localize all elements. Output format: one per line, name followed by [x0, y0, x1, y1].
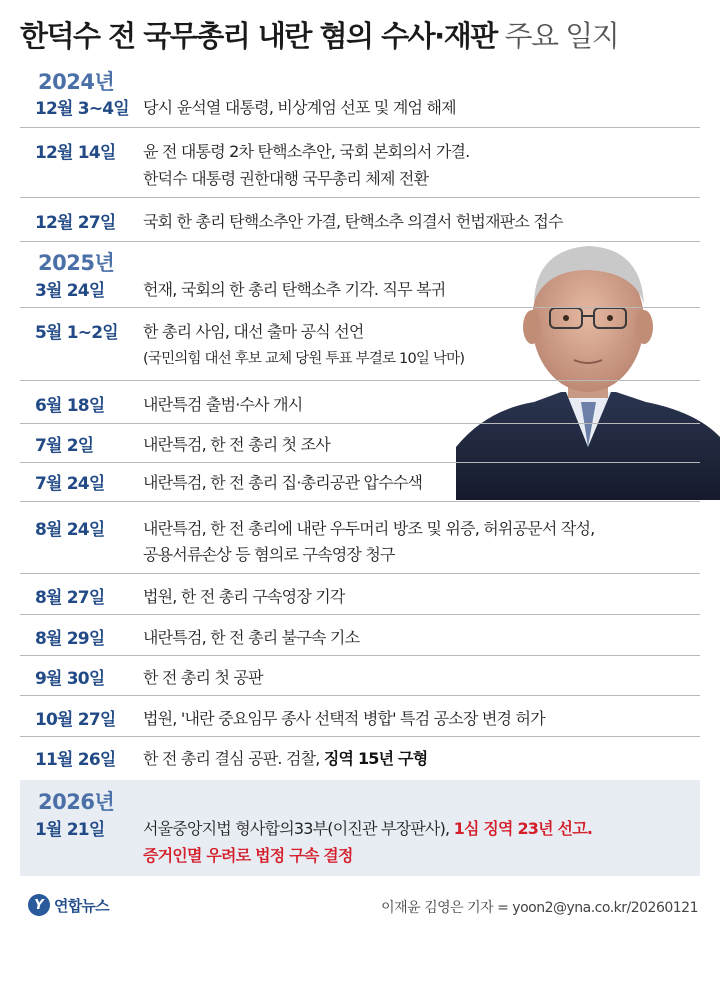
portrait-photo [456, 232, 720, 500]
divider [20, 573, 700, 574]
divider [20, 241, 700, 242]
page-title [20, 14, 618, 55]
event-date: 7월 2일 [35, 436, 94, 456]
divider [20, 501, 700, 502]
divider [20, 380, 700, 381]
event-text: 헌재, 국회의 한 총리 탄핵소추 기각. 직무 복귀 [143, 280, 446, 299]
event-text: 당시 윤석열 대통령, 비상계엄 선포 및 계엄 해제 [143, 98, 456, 117]
yonhap-logo [28, 894, 109, 916]
event-text: 윤 전 대통령 2차 탄핵소추안, 국회 본회의서 가결. [143, 142, 470, 161]
credit-line: 이재윤 김영은 기자 = yoon2@yna.co.kr/20260121 [381, 900, 698, 916]
divider [20, 423, 700, 424]
event-text: 내란특검, 한 전 총리에 내란 우두머리 방조 및 위증, 허위공문서 작성, [143, 519, 595, 538]
event-text: 한 총리 사임, 대선 출마 공식 선언 [143, 322, 364, 341]
event-text-red: 증거인멸 우려로 법정 구속 결정 [143, 846, 353, 865]
event-date: 5월 1~2일 [35, 323, 118, 343]
divider [20, 736, 700, 737]
event-date: 7월 24일 [35, 474, 105, 494]
event-text: 내란특검, 한 전 총리 불구속 기소 [143, 628, 360, 647]
event-text: 내란특검, 한 전 총리 집·총리공관 압수수색 [143, 473, 423, 492]
event-text: 한덕수 대통령 권한대행 국무총리 체제 전환 [143, 169, 429, 188]
event-text: 법원, 한 전 총리 구속영장 기각 [143, 587, 345, 606]
logo-mark-icon: Y [28, 894, 50, 916]
event-date: 12월 3~4일 [35, 99, 129, 119]
event-date: 9월 30일 [35, 669, 105, 689]
event-text-plain: 한 전 총리 결심 공판. 검찰, [143, 749, 324, 768]
logo-text: 연합뉴스 [54, 896, 109, 915]
event-text: (국민의힘 대선 후보 교체 당원 투표 부결로 10일 낙마) [143, 351, 465, 367]
year-2025: 2025년 [38, 251, 115, 275]
divider [20, 197, 700, 198]
divider [20, 655, 700, 656]
divider [20, 462, 700, 463]
event-text: 한 전 총리 첫 공판 [143, 668, 263, 687]
event-date: 8월 24일 [35, 520, 105, 540]
event-date: 12월 27일 [35, 213, 116, 233]
divider [20, 307, 700, 308]
event-text: 국회 한 총리 탄핵소추안 가결, 탄핵소추 의결서 헌법재판소 접수 [143, 212, 563, 231]
divider [20, 695, 700, 696]
event-date: 3월 24일 [35, 281, 105, 301]
event-text-plain: 서울중앙지법 형사합의33부(이진관 부장판사), [143, 819, 454, 838]
event-text-bold: 징역 15년 구형 [323, 749, 428, 768]
divider [20, 614, 700, 615]
event-date: 11월 26일 [35, 750, 116, 770]
event-date: 1월 21일 [35, 820, 105, 840]
year-2026: 2026년 [38, 790, 115, 814]
event-text [143, 816, 592, 839]
event-text-red: 1심 징역 23년 선고. [453, 819, 593, 838]
year-2024: 2024년 [38, 70, 115, 94]
divider [20, 127, 700, 128]
event-text [143, 843, 353, 866]
event-text [143, 746, 427, 769]
title-bold: 한덕수 전 국무총리 내란 혐의 수사·재판 [20, 19, 497, 53]
event-text: 내란특검, 한 전 총리 첫 조사 [143, 435, 330, 454]
event-date: 12월 14일 [35, 143, 116, 163]
event-text: 법원, '내란 중요임무 종사 선택적 병합' 특검 공소장 변경 허가 [143, 709, 545, 728]
event-text: 공용서류손상 등 혐의로 구속영장 청구 [143, 545, 395, 564]
event-date: 10월 27일 [35, 710, 116, 730]
event-text: 내란특검 출범·수사 개시 [143, 395, 303, 414]
title-light: 주요 일지 [504, 19, 619, 53]
event-date: 8월 27일 [35, 588, 105, 608]
event-date: 8월 29일 [35, 629, 105, 649]
event-date: 6월 18일 [35, 396, 105, 416]
